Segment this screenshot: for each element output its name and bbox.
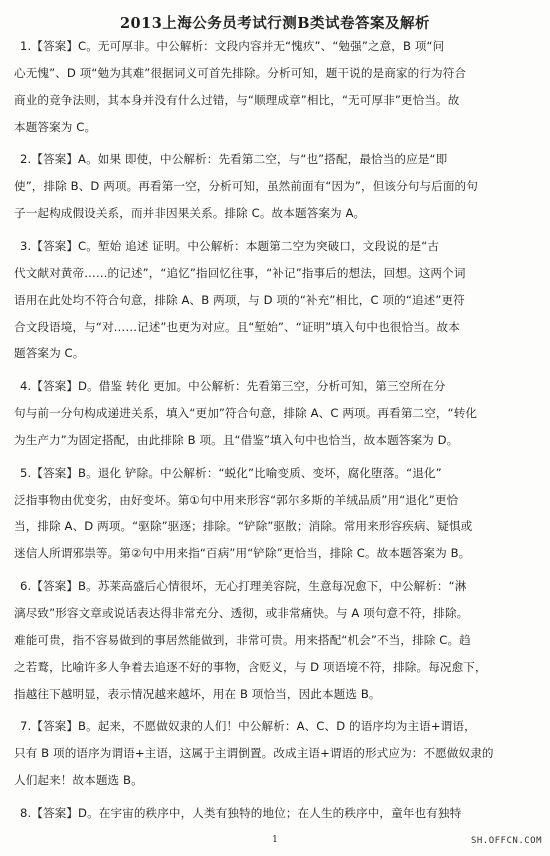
text-line: 指越往下越明显，表示情况越来越坏，用在 B 项恰当，因此本题选 B。 (14, 687, 381, 701)
text-line: 之若鹜，比喻许多人争着去追逐不好的事物，含贬义，与 D 项语境不符，排除。每况愈下， (14, 660, 487, 674)
text-line: 泛指事物由优变劣，由好变坏。第①句中用来形容“郭尔多斯的羊绒品质”用“退化”更恰 (14, 493, 459, 507)
text-line: 题答案为 C。 (14, 346, 85, 360)
text-line: 人们起来！故本题选 B。 (14, 773, 143, 787)
text-line: 代文献对黄帝……的记述”，“追忆”指回忆往事，“补记”指事后的想法，回想。这两个词 (14, 266, 466, 280)
text-line: 语用在此处均不符合句意，排除 A、B 两项，与 D 项的“补充”相比，C 项的“追述”更符 (14, 293, 465, 307)
text-line: 8.【答案】D。在宇宙的秩序中，人类有独特的地位；在人生的秩序中，童年也有独特 (20, 806, 462, 820)
document-title: 2013上海公务员考试行测B类试卷答案及解析 (119, 15, 431, 32)
text-line: 3.【答案】C。堑始 追述 证明。中公解析：本题第二空为突破口，文段说的是“古 (20, 239, 440, 253)
text-line: 只有 B 项的语序为谓语+主语，这属于主谓倒置。改成主语+谓语的形式应为：不愿做奴隶的 (14, 746, 494, 760)
text-line: 商业的竞争法则，其本身并没有什么过错，与“顺理成章”相比，“无可厚非”更恰当。故 (14, 93, 460, 107)
text-line: 合文段语境，与“对……记述”也更为对应。且“堑始”、“证明”填入句中也很恰当。故本 (14, 320, 460, 334)
text-line: 当，排除 A、D 两项。“驱除”驱逐；排除。“铲除”驱散；消除。常用来形容疾病、疑惧或 (14, 519, 473, 533)
text-line: 子一起构成假设关系，而并非因果关系。排除 C。故本题答案为 A。 (14, 206, 366, 220)
text-line: 使”，排除 B、D 两项。再看第一空，分析可知，虽然前面有“因为”，但该分句与后面的句 (14, 179, 478, 193)
page-number: 1 (272, 835, 278, 845)
footer-watermark: SH.OFFCN.COM (470, 836, 542, 846)
text-line: 为生产力”为固定搭配，由此排除 B 项。且“借鉴”填入句中也恰当，故本题答案为 D。 (14, 433, 459, 447)
text-line: 7.【答案】B。起来，不愿做奴隶的人们！中公解析：A、C、D 的语序均为主语+谓语， (20, 719, 476, 733)
text-line: 1.【答案】C。无可厚非。中公解析：文段内容并无“愧疚”、“勉强”之意，B 项“问 (20, 39, 445, 53)
text-line: 迷信人所谓邪祟等。第②句中用来指“百病”用“铲除”更恰当，排除 C。故本题答案为 B。 (14, 546, 471, 560)
text-line: 本题答案为 C。 (14, 120, 97, 134)
text-line: 心无愧”、D 项“勉为其难”很据词义可首先排除。分析可知，题干说的是商家的行为符合 (14, 66, 467, 80)
text-line: 2.【答案】A。如果 即使，中公解析：先看第二空，与“也”搭配，最恰当的应是“即 (20, 152, 448, 166)
text-line: 难能可贵，指不容易做到的事居然能做到，非常可贵。用来搭配“机会”不当，排除 C。趋 (14, 633, 471, 647)
text-line: 5.【答案】B。退化 铲除。中公解析：“蜕化”比喻变质、变坏，腐化堕落。“退化” (20, 466, 442, 480)
text-line: 句与前一分句构成递进关系，填入“更加”符合句意，排除 A、C 两项。再看第二空，“转化 (14, 406, 478, 420)
text-line: 6.【答案】B。苏莱高盛后心情很坏，无心打理美容院，生意每况愈下，中公解析：“淋 (20, 579, 467, 593)
text-line: 4.【答案】D。借鉴 转化 更加。中公解析：先看第三空，分析可知，第三空所在分 (20, 379, 446, 393)
text-line: 漓尽致”形容文章或说话表达得非常充分、透彻，或非常痛快。与 A 项句意不符，排除。 (14, 606, 469, 620)
